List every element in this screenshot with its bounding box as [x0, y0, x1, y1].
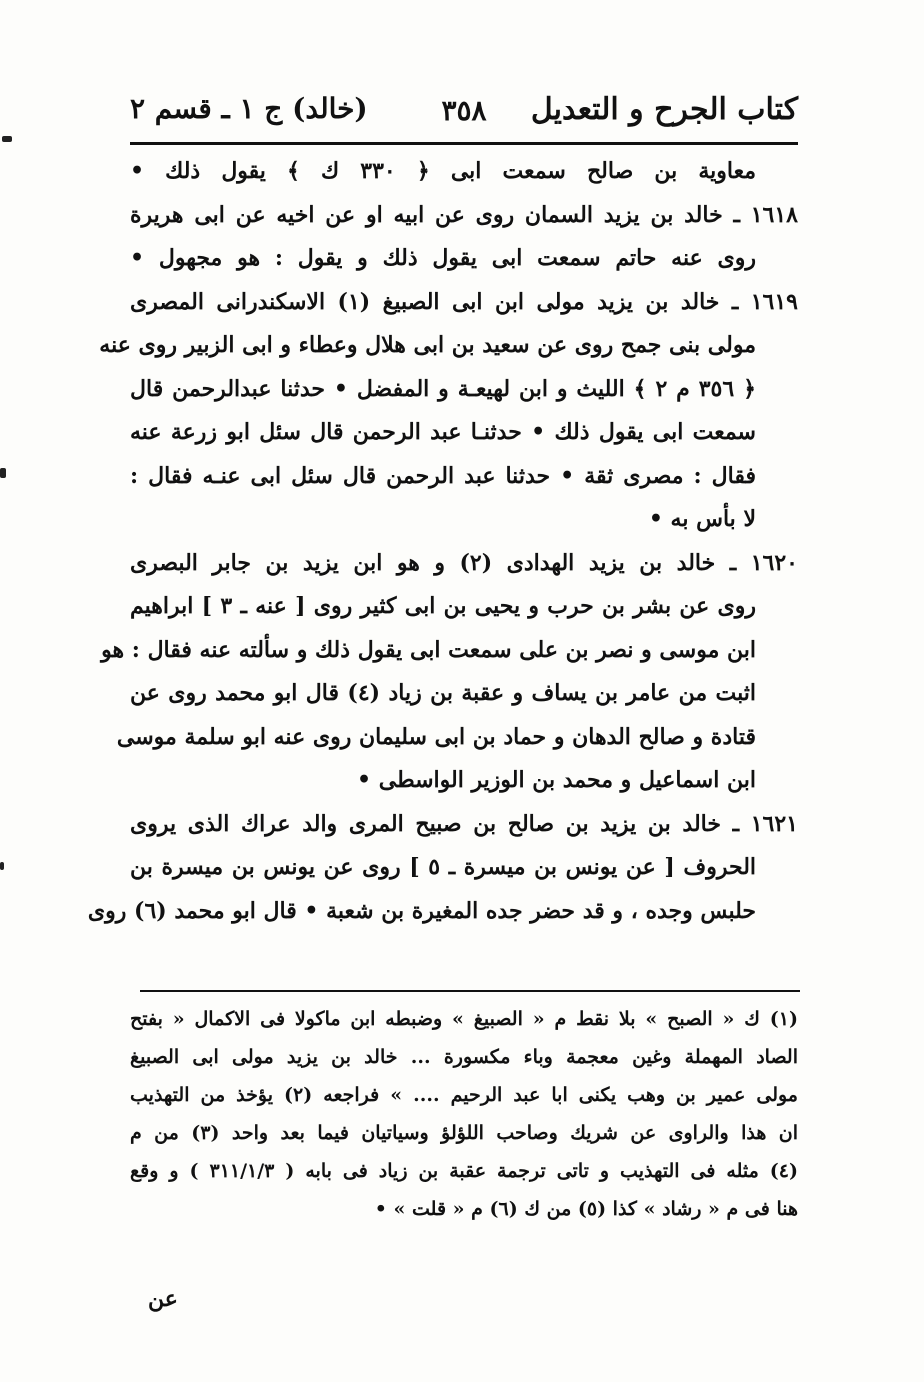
text-line: ابن موسى و نصر بن على سمعت ابى يقول ذلك و سألته عنه فقال : هو	[101, 636, 756, 663]
footnote-line: (١) ك « الصبح » بلا نقط م « الصبيغ » وضبطه ابن ماكولا فى الاكمال « بفتح	[130, 1008, 798, 1030]
margin-scan-mark	[0, 468, 6, 478]
text-line: ابن اسماعيل و محمد بن الوزير الواسطى •	[357, 767, 756, 793]
text-line: لا بأس به •	[648, 506, 756, 532]
text-line: الحروف [ عن يونس بن ميسرة ـ ٥ ] روى عن يونس بن ميسرة بن	[130, 854, 757, 880]
footnote-line: الصاد المهملة وغين معجمة وباء مكسورة ... خالد بن يزيد مولى ابى الصبيغ	[130, 1046, 798, 1068]
margin-scan-mark	[2, 136, 12, 142]
footnotes	[130, 1000, 798, 1228]
footnote-divider	[140, 990, 800, 992]
section-label: (خالد) ج ١ ـ قسم ٢	[130, 92, 368, 125]
text-line: قتادة و صالح الدهان و حماد بن ابى سليمان روى عنه ابو سلمة موسى	[116, 723, 756, 750]
text-line: روى عنه حاتم سمعت ابى يقول ذلك و يقول : هو مجهول •	[130, 245, 756, 271]
text-line: مولى بنى جمح روى عن سعيد بن ابى هلال وعطاء و ابى الزبير روى عنه	[99, 332, 756, 358]
text-line: حلبس وجده ، و قد حضر جده المغيرة بن شعبة • قال ابو محمد (٦) روى	[87, 897, 756, 924]
text-line: سمعت ابى يقول ذلك • حدثنـا عبد الرحمن قال سئل ابو زرعة عنه	[130, 419, 756, 445]
footnote-line: هنا فى م « رشاد » كذا (٥) من ك (٦) م « قلت » •	[374, 1198, 798, 1220]
header-divider	[130, 142, 798, 145]
footnote-line: ان هذا والراوى عن شريك وصاحب اللؤلؤ وسياتيان فيما بعد واحد (٣) من م	[130, 1122, 798, 1144]
text-line: ١٦٢١ ـ خالد بن يزيد بن صالح بن صبيح المرى والد عراك الذى يروى	[130, 810, 798, 837]
text-line: اثبت من عامر بن يساف و عقبة بن زياد (٤) قال ابو محمد روى عن	[130, 680, 756, 706]
page-number: ٣٥٨	[441, 94, 487, 127]
text-line: روى عن بشر بن حرب و يحيى بن ابى كثير روى [ عنه ـ ٣ ] ابراهيم	[130, 593, 756, 619]
footnote-line: (٤) مثله فى التهذيب و تاتى ترجمة عقبة بن زياد فى بابه ( ٣١١/١/٣ ) و وقع	[130, 1160, 798, 1182]
text-line: معاوية بن صالح سمعت ابى ﴿ ٣٣٠ ك ﴾ يقول ذلك •	[130, 158, 756, 184]
main-text	[87, 150, 798, 933]
book-title: كتاب الجرح و التعديل	[530, 92, 798, 127]
catchword: عن	[148, 1286, 178, 1312]
footnote-line: مولى عمير بن وهب يكنى ابا عبد الرحيم .... » فراجعه (٢) يؤخذ من التهذيب	[130, 1084, 798, 1106]
page-header	[130, 92, 798, 138]
text-line: ١٦١٩ ـ خالد بن يزيد مولى ابن ابى الصبيغ (١) الاسكندرانى المصرى	[130, 288, 798, 315]
text-line: ١٦١٨ ـ خالد بن يزيد السمان روى عن ابيه او عن اخيه عن ابى هريرة	[130, 201, 798, 228]
margin-scan-mark	[0, 862, 4, 870]
text-line: فقال : مصرى ثقة • حدثنا عبد الرحمن قال سئل ابى عنـه فقال :	[130, 462, 756, 489]
text-line: ﴿ ٣٥٦ م ٢ ﴾ الليث و ابن لهيعـة و المفضل • حدثنا عبدالرحمن قال	[130, 375, 756, 402]
text-line: ١٦٢٠ ـ خالد بن يزيد الهدادى (٢) و هو ابن يزيد بن جابر البصرى	[130, 549, 798, 576]
